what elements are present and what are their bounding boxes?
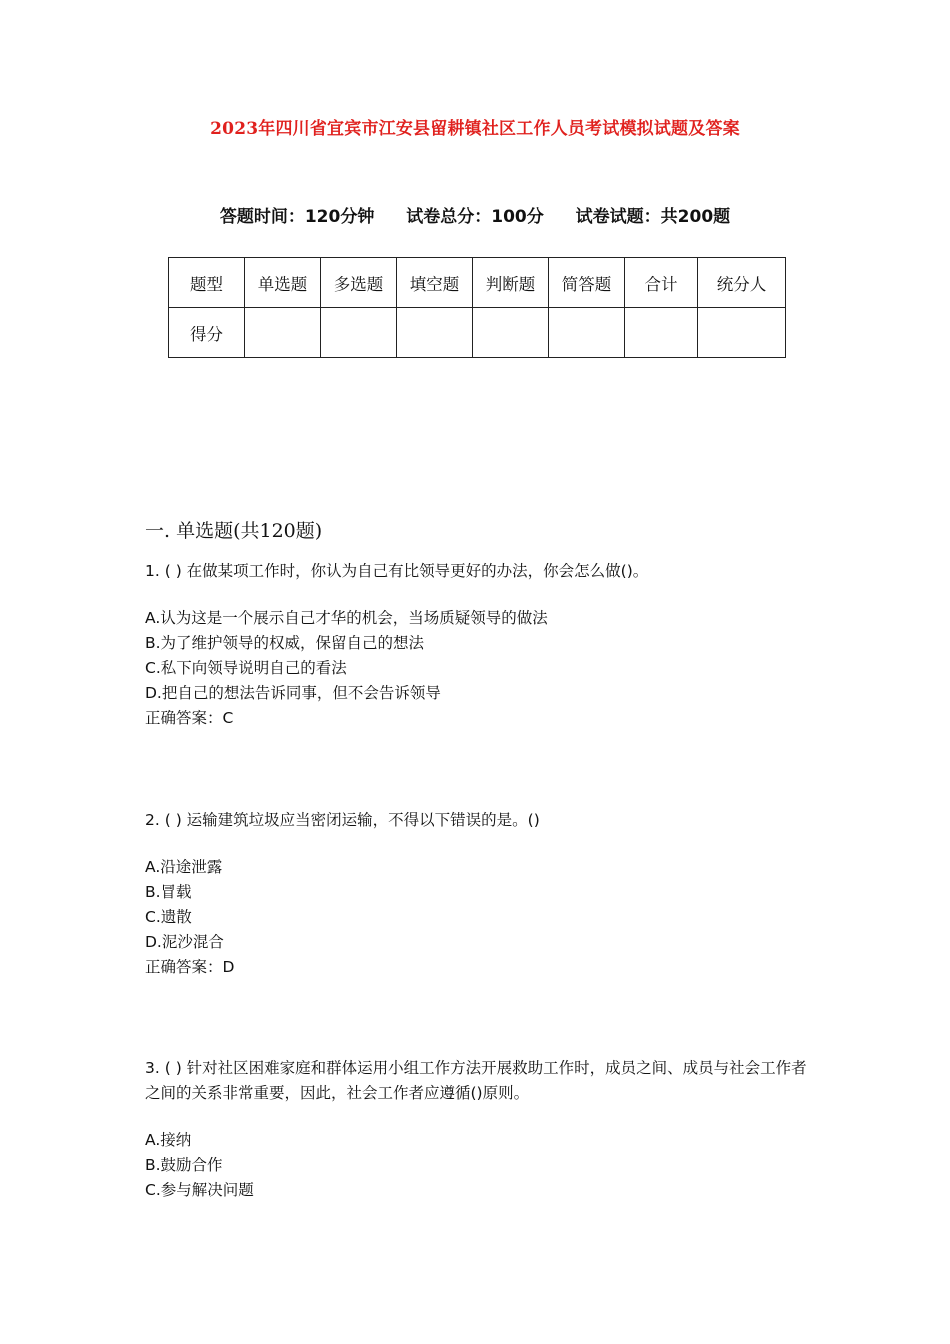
option: D.泥沙混合 bbox=[145, 933, 224, 951]
score-table bbox=[168, 257, 786, 358]
option: C.私下向领导说明自己的看法 bbox=[145, 659, 347, 677]
score-cell bbox=[245, 308, 321, 358]
question-3 bbox=[145, 1056, 815, 1203]
score-cell bbox=[473, 308, 549, 358]
header-cell: 统分人 bbox=[698, 258, 786, 308]
option: A.认为这是一个展示自己才华的机会，当场质疑领导的做法 bbox=[145, 609, 548, 627]
question-stem: 1. ( ) 在做某项工作时，你认为自己有比领导更好的办法，你会怎么做()。 bbox=[145, 562, 649, 580]
score-cell bbox=[397, 308, 473, 358]
header-cell: 简答题 bbox=[549, 258, 625, 308]
header-cell: 合计 bbox=[625, 258, 698, 308]
answer: 正确答案：C bbox=[145, 709, 234, 727]
option: A.沿途泄露 bbox=[145, 858, 223, 876]
option: B.鼓励合作 bbox=[145, 1156, 223, 1174]
option: B.冒载 bbox=[145, 883, 192, 901]
question-stem: 2. ( ) 运输建筑垃圾应当密闭运输，不得以下错误的是。() bbox=[145, 811, 540, 829]
answer: 正确答案：D bbox=[145, 958, 235, 976]
question-stem: 3. ( ) 针对社区困难家庭和群体运用小组工作方法开展救助工作时，成员之间、成员与社会工作者之间的关系非常重要，因此，社会工作者应遵循()原则。 bbox=[145, 1059, 807, 1102]
row-label-cell: 得分 bbox=[169, 308, 245, 358]
score-cell bbox=[698, 308, 786, 358]
exam-question-count: 试卷试题：共200题 bbox=[575, 207, 731, 227]
option: D.把自己的想法告诉同事，但不会告诉领导 bbox=[145, 684, 441, 702]
question-2 bbox=[145, 808, 815, 980]
header-cell: 填空题 bbox=[397, 258, 473, 308]
score-cell bbox=[321, 308, 397, 358]
exam-meta bbox=[0, 202, 950, 227]
score-cell bbox=[625, 308, 698, 358]
exam-time: 答题时间：120分钟 bbox=[219, 207, 375, 227]
score-table-header-row bbox=[169, 258, 786, 308]
document-title: 2023年四川省宜宾市江安县留耕镇社区工作人员考试模拟试题及答案 bbox=[210, 119, 740, 139]
header-cell: 判断题 bbox=[473, 258, 549, 308]
option: C.参与解决问题 bbox=[145, 1181, 254, 1199]
score-table-score-row bbox=[169, 308, 786, 358]
section-title: 一. 单选题(共120题) bbox=[145, 520, 323, 542]
header-cell: 题型 bbox=[169, 258, 245, 308]
option: B.为了维护领导的权威，保留自己的想法 bbox=[145, 634, 425, 652]
exam-total-score: 试卷总分：100分 bbox=[406, 207, 544, 227]
option: C.遗散 bbox=[145, 908, 192, 926]
question-1 bbox=[145, 559, 815, 731]
header-cell: 单选题 bbox=[245, 258, 321, 308]
option: A.接纳 bbox=[145, 1131, 192, 1149]
header-cell: 多选题 bbox=[321, 258, 397, 308]
score-cell bbox=[549, 308, 625, 358]
